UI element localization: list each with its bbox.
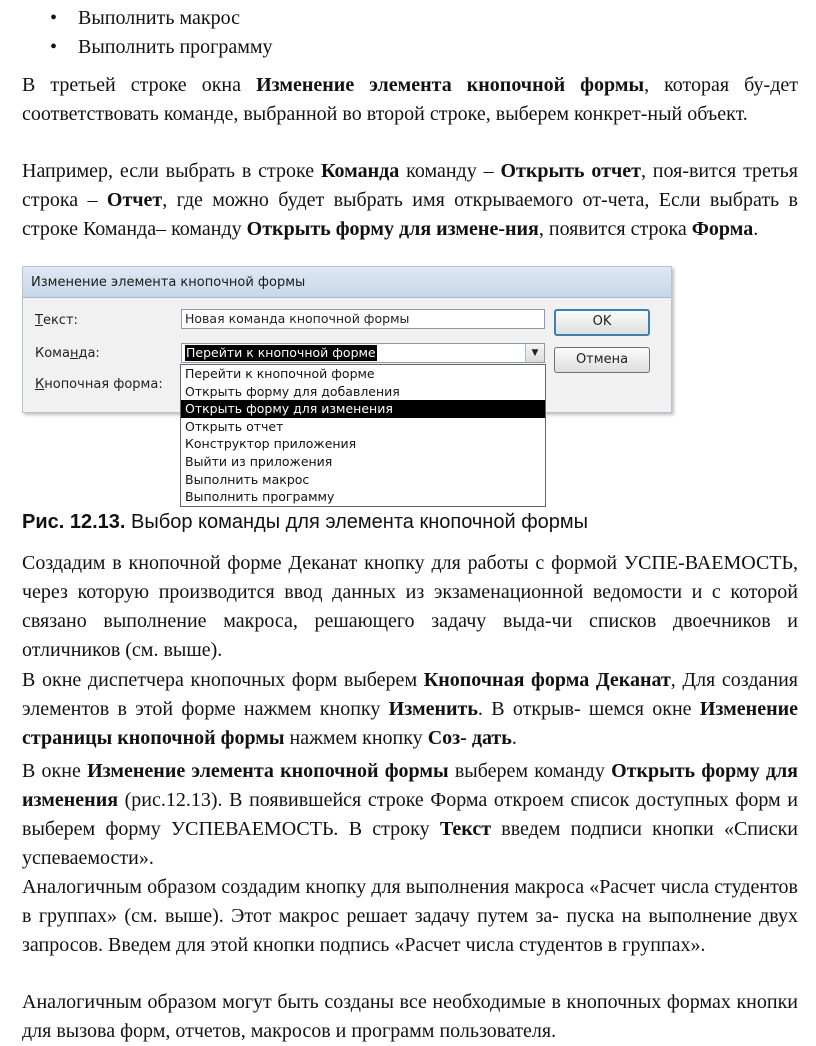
dropdown-arrow-icon[interactable]: ▼: [525, 344, 544, 362]
caption-text: Выбор команды для элемента кнопочной формы: [125, 511, 589, 533]
command-combobox[interactable]: [181, 343, 545, 363]
dialog-title: Изменение элемента кнопочной формы: [31, 275, 306, 290]
figure-number: Рис. 12.13.: [22, 511, 126, 533]
bold-text: Открыть отчет: [500, 160, 641, 182]
bullet-item: • Выполнить макрос: [22, 4, 273, 33]
command-selected-value: Перейти к кнопочной форме: [186, 345, 376, 360]
paragraph-6: Аналогичным образом создадим кнопку для выполнения макроса «Расчет числа студентов в группах» (см. выше). Этот макрос решает задачу путем за- пуска на выполнение двух запросов. Введем для этой кнопки подпись «Расчет числа студентов в группах».: [22, 876, 798, 956]
text: , Для создания элементов в этой форме нажмем кнопку: [22, 669, 798, 720]
text: , где можно будет выбрать имя открываемого от-чета, Если выбрать в строке Команда– команду: [22, 189, 798, 240]
dropdown-option[interactable]: Выполнить макрос: [185, 471, 310, 487]
bold-text: Соз- дать: [427, 727, 512, 749]
text: .: [753, 218, 759, 240]
text: В окне диспетчера кнопочных форм выберем: [22, 669, 424, 691]
bold-text: Команда: [320, 160, 400, 182]
bold-text: Изменение элемента кнопочной формы: [87, 760, 449, 782]
text: , которая бу-дет соответствовать команде, выбранной во второй строке, выберем конкрет-ный объект.: [22, 74, 798, 125]
ok-button[interactable]: OK: [554, 309, 650, 336]
text: В окне: [22, 760, 88, 782]
text-label: [35, 313, 78, 328]
text: введем подписи кнопки «Списки успеваемости».: [22, 818, 799, 869]
bold-text: Открыть форму для измене-ния: [246, 218, 539, 240]
dialog-title-bar: [23, 267, 671, 298]
label-text: да:: [78, 346, 100, 361]
bold-text: Кнопочная форма Деканат: [423, 669, 671, 691]
paragraph-3: Создадим в кнопочной форме Деканат кнопку для работы с формой УСПЕ-ВАЕМОСТЬ, через которую производится ввод данных из экзаменационной ведомости и с которой связано выполнение макроса, решающего задачу выда-чи списков двоечников и отличников (см. выше).: [22, 552, 798, 661]
text-input[interactable]: Новая команда кнопочной формы: [181, 309, 545, 329]
paragraph-4: [22, 666, 798, 753]
bold-text: Форма: [691, 218, 754, 240]
bold-text: Изменить: [388, 698, 478, 720]
accel-key: н: [69, 346, 79, 361]
paragraph-7: Аналогичным образом могут быть созданы все необходимые в кнопочных формах кнопки для вызова форм, отчетов, макросов и программ пользователя.: [22, 991, 798, 1042]
paragraph-5: [22, 757, 798, 873]
command-label: [35, 346, 100, 361]
dropdown-option[interactable]: Конструктор приложения: [185, 436, 357, 452]
bold-text: Изменение элемента кнопочной формы: [256, 74, 645, 96]
label-text: Кома: [35, 346, 70, 361]
label-text: екст:: [42, 313, 78, 328]
text: (рис.12.13). В появившейся строке Форма откроем список доступных форм и выберем форму УСПЕВАЕМОСТЬ. В строку: [22, 789, 798, 840]
text: выберем команду: [448, 760, 612, 782]
dropdown-option[interactable]: Выполнить программу: [185, 489, 335, 505]
dropdown-option-highlighted[interactable]: Открыть форму для изменения: [181, 400, 545, 418]
dropdown-option[interactable]: Открыть форму для добавления: [185, 383, 400, 399]
text: , поя-вится третья строка –: [22, 160, 798, 211]
command-dropdown-list[interactable]: [180, 364, 546, 507]
text: Например, если выбрать в строке: [22, 160, 321, 182]
cancel-button[interactable]: Отмена: [554, 347, 650, 373]
text: . В открыв- шемся окне: [477, 698, 700, 720]
bullet-item: • Выполнить программу: [22, 33, 273, 62]
paragraph-1: [22, 71, 798, 129]
text: , появится строка: [538, 218, 692, 240]
bold-text: Текст: [439, 818, 492, 840]
figure-caption: [22, 508, 588, 536]
bold-text: Отчет: [106, 189, 163, 211]
switchboard-label: [35, 377, 163, 392]
dropdown-option[interactable]: Открыть отчет: [185, 418, 284, 434]
label-text: нопочная форма:: [44, 377, 163, 392]
text: нажмем кнопку: [284, 727, 428, 749]
dropdown-option[interactable]: Перейти к кнопочной форме: [185, 366, 375, 381]
bold-text: Открыть форму для изменения: [22, 760, 798, 811]
text: команду –: [399, 160, 501, 182]
text: .: [511, 727, 517, 749]
accel-key: К: [35, 377, 45, 392]
bold-text: Изменение страницы кнопочной формы: [22, 698, 798, 749]
dropdown-option[interactable]: Выйти из приложения: [185, 453, 333, 469]
bullet-list: [22, 4, 273, 62]
text: В третьей строке окна: [22, 74, 257, 96]
accel-key: Т: [35, 313, 43, 328]
paragraph-2: [22, 157, 798, 244]
